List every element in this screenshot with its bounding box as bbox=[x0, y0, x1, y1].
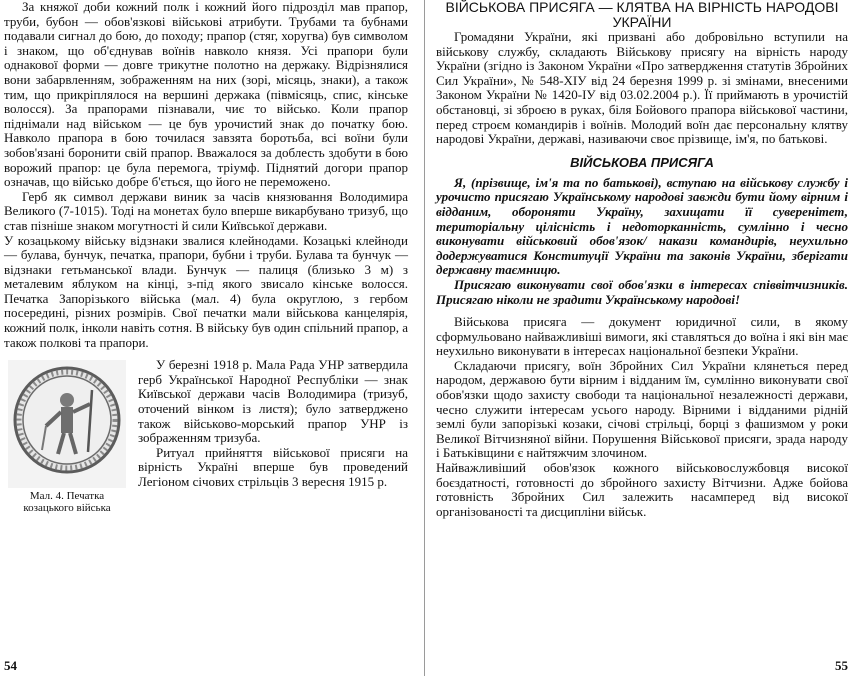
right-page bbox=[428, 0, 854, 676]
oath-paragraph: Присягаю виконувати свої обов'язки в інтересах співвітчизників. Присягаю ніколи не зрадити Українському народові! bbox=[436, 276, 848, 307]
paragraph-unr-1918: У березні 1918 р. Мала Рада УНР затвердила герб Української Народної Республіки — знак Київської держави часів Володимира (тризуб, оточений вінком із листя); було затверджено також військово-морський прапор УНР із зображенням тризуба. bbox=[138, 357, 408, 446]
oath-text bbox=[436, 176, 848, 307]
oath-heading: ВІЙСЬКОВА ПРИСЯГА bbox=[570, 154, 714, 170]
oath-paragraph: Я, (прізвище, ім'я та по батькові), вступаю на військову службу і урочисто присягаю Українському народові завжди бути йому вірним і відданим, обороняти Україну, захищати її суверенітет, територіальну цілісність і недоторканність, сумлінно і чесно виконувати військовий обов'язок/ накази командирів, неухильно додержуватися Конституції України та законів України, зберігати державну таємницю. bbox=[436, 174, 848, 278]
paragraph-definition: Військова присяга — документ юридичної сили, в якому сформульовано найважливіші вимоги, які ставляться до воїна і які він має неухильно виконувати в інтересах національної безпеки України. bbox=[436, 314, 848, 359]
page-number: 54 bbox=[4, 658, 17, 673]
paragraph-duty: Найважливіший обов'язок кожного військовослужбовця високої боєздатності, готовності до збройного захисту Вітчизни. Адже бойова готовність Збройних Сил залежить насамперед від високої організованості та дисципліни військ. bbox=[436, 460, 848, 519]
page-divider bbox=[424, 0, 425, 676]
paragraph-oath-ritual: Ритуал прийняття військової присяги на вірність Україні вперше був проведений Легіоном січових стрільців 3 вересня 1915 р. bbox=[138, 444, 408, 489]
paragraph-intro: Громадяни України, які призвані або добровільно вступили на військову службу, складають Військову присягу на вірність народу України (згідно із Законом України «Про затвердження статутів Збройних Сил України», № 548-ХІУ від 24 березня 1999 р. зі змінами, внесеними Законом України № 1420-ІУ від 03.02.2004 р.). Її приймають в урочистій обстановці, зі зброєю в руках, біля Бойового прапора військової частини, перед строєм командирів і воїнів. Молодий воїн дає персональну клятву народові України, державі, називаючи своє прізвище, ім'я, по батькові. bbox=[436, 29, 848, 147]
left-page bbox=[0, 0, 418, 676]
paragraph-cossack-regalia: У козацькому війську відзнаки звалися клейнодами. Козацькі клейноди — булава, бунчук, печатка, прапори, бубни і труби. Булава та бунчук — відзнаки гетьманської влади. Бунчук — палиця (близько 3 м) з металевим яблуком на кінці, з-під якого звисало кінське волосся. Печатка Запорізького війська (мал. 4) була округлою, з гербом посередині, різних розмірів. Свої печатки мали військова канцелярія, кожний полк, інколи навіть сотня. В війську був один спільний прапор, а також полкові та прапори. bbox=[4, 232, 408, 350]
figure-seal bbox=[4, 360, 130, 514]
paragraph-swearing: Складаючи присягу, воїн Збройних Сил України клянеться перед народом, державою бути вірним і відданим їм, сумлінно виконувати свої обов'язки щодо захисту свободи та національної незалежності держави, чесно служити інтересам усього народу. Вірними і відданими рідній землі були запорізькі козаки, січові стрільці, борці з фашизмом у роки Великої Вітчизняної війни. Порушення Військової присяги, зрада народу і Батьківщини є найтяжчим злочином. bbox=[436, 357, 848, 461]
cossack-seal-icon bbox=[8, 360, 126, 488]
paragraph-banners: За княжої доби кожний полк і кожний його підрозділ мав прапор, труби, бубон — обов'язкові військові атрибути. Трубами та бубнами подавали сигнал до бою, до походу; прапор (стяг, хоругва) був символом і знаком, що об'єднував воїнів навколо князя. Усі прапори були однакової форми — довге трикутне полотно на держаку. Відрізнялися вони забарвленням, зображенням на них (зорі, місяць, знаки), а також тим, що прикріплялося на вершині держака (півмісяць, спис, кінське волосся). За прапорами пізнавали, чиє то військо. Коли прапор піднімали над військом — це був урочистий знак до початку бою. Навколо прапора в бою точилася завзята боротьба, всі воїни були зобов'язані боронити свій прапор. Вважалося за доблесть здобути в бою ворожий прапор: це була перемога, тріумф. Піднятий догори прапор означав, що військо добре б'ється, що його не переможено. bbox=[4, 0, 408, 190]
figure-caption: Мал. 4. Печатка козацького війська bbox=[23, 490, 111, 515]
page-number: 55 bbox=[835, 658, 848, 673]
page-title: ВІЙСЬКОВА ПРИСЯГА — КЛЯТВА НА ВІРНІСТЬ НАРОДОВІ УКРАЇНИ bbox=[445, 0, 839, 30]
paragraph-coat-of-arms: Герб як символ держави виник за часів князювання Володимира Великого (7-1015). Тоді на монетах було вперше викарбувано тризуб, що став пізніше знаком могутності й сили Київської держави. bbox=[4, 188, 408, 233]
